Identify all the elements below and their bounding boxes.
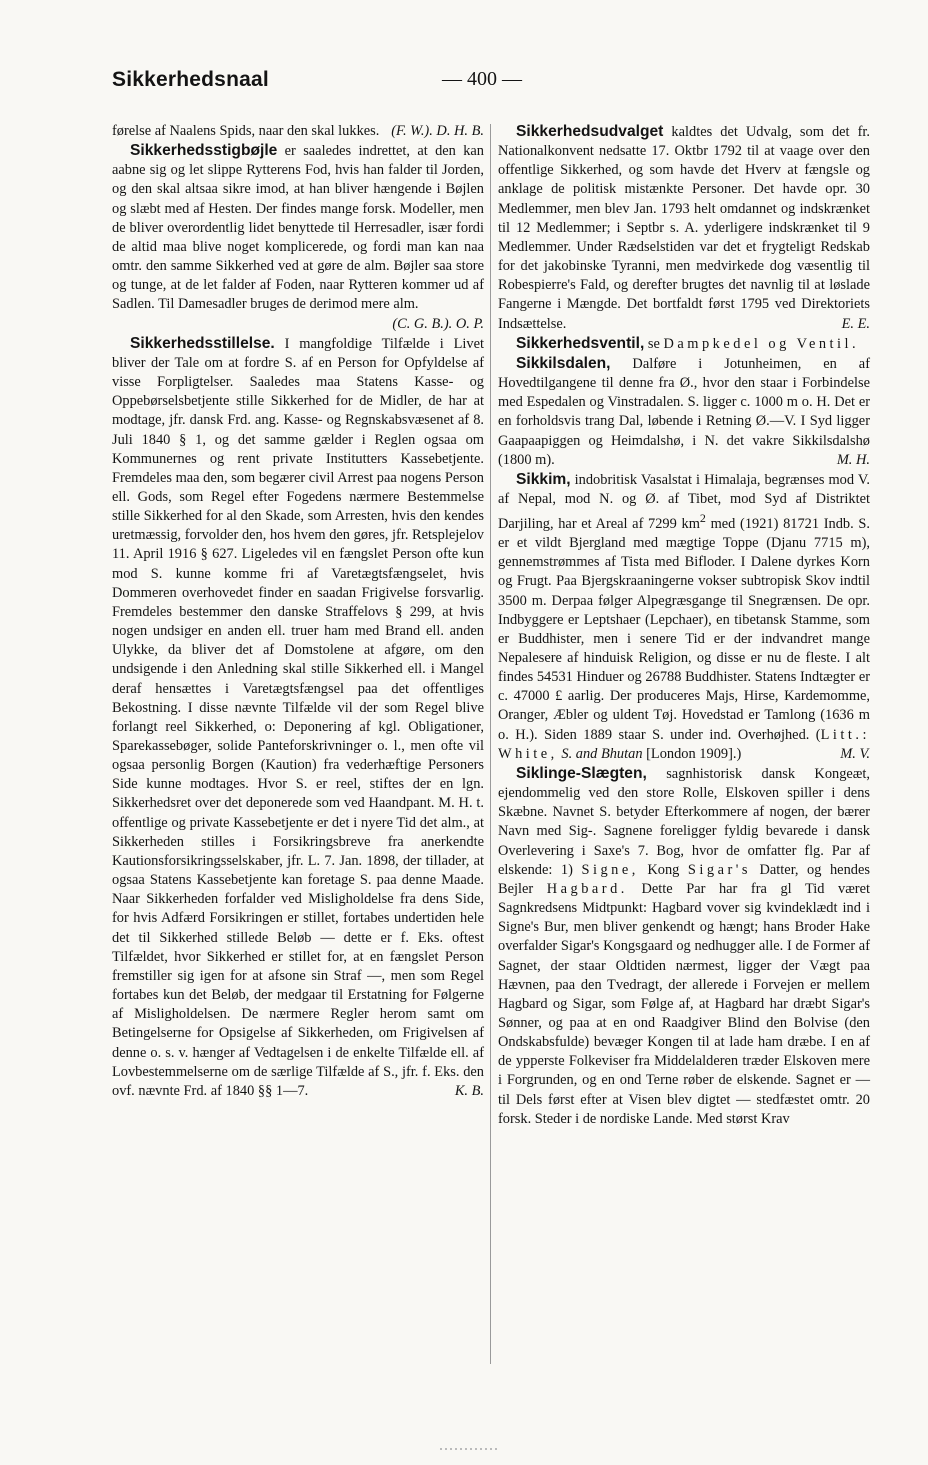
headword: Sikkerhedsstillelse.	[130, 334, 275, 352]
entry-signature: M. H.	[836, 451, 870, 468]
running-head: Sikkerhedsnaal	[112, 68, 269, 91]
literature-author: White,	[498, 745, 558, 762]
scan-artifact	[440, 1448, 500, 1450]
column-divider	[490, 124, 491, 1364]
entry-text: I mangfoldige Tilfælde i Livet bliver der Tale om at fordre S. af en Person for Opfyldelse af visse Forpligtelser. Saaledes maa Statens Kasse- og Oppebørselsbetjente stille Sikkerhed for de Midler, de har at modtage, jfr. dansk Frd. ang. Kasse- og Regnskabsvæsenet af 8. Juli 1840 § 1, og det samme gælder i Reglen ogsaa om Kommunernes og rent private Institutters Kassebetjente. Fremdeles maa den, som begærer civil Arrest paa nogens Person ell. Gods, som Regel efter Fogedens nærmere Bestemmelse stille Sikkerhed for al den Skade, som Arresten, hvis den kendes uretmæssig, forvolder den, hos hvem den gøres, jfr. Retsplejelov 11. April 1916 § 627. Ligeledes vil en fængslet Person ofte kun mod S. kunne komme fri af Varetægtsfængselet, hvis Dommeren overhovedet finder en saadan Frigivelse forsvarlig. Fremdeles bestemmer den danske Straffelovs § 299, at hvis nogen undsiger en anden ell. truer ham med Brand ell. anden Ulykke, da bliver det af Domstolene at afgøre, om den undsigende i den Anledning skal stille Sikkerhed ell. i Mangel deraf hensættes i Varetægtsfængsel paa det offentliges Bekostning. I disse nævnte Tilfælde vil der som Regel blive forlangt reel Sikkerhed, o: Deponering af kgl. Obligationer, Sparekassebøger, solide Panteforskrivninger o. l., men ofte vil ogsaa personlig Borgen (Kaution) fra vederhæftige Personers Side kunne modtages. Hvor S. er reel, stiftes der en lgn. Sikkerhedsret over det deponerede som ved Haandpant. M. H. t. offentlige og private Kassebetjente er det i nyere Tid det alm., at Sikkerheden stilles i Forsikringsbreve fra anerkendte Kautionsforsikringsselskaber, jfr. L. 7. Jan. 1898, der tillader, at ogsaa Statens Kassebetjente kan foretage S. paa denne Maade. Naar Sikkerheden forfalder ved Misligholdelse fra dens Side, for hvis Adfærd Forsikringen er stillet, fortabes undertiden hele det til Sikkerhed stillede Beløb — dette er f. Eks. oftest Tilfældet, hvor Sikkerhed er stillet for, at en fængslet Person fremstiller sig igen for at afsone sin Straf —, men som Regel fortabes kun det Beløb, der medgaar til Erstatning for Følgerne af Misligholdelsen. De nærmere Regler herom samt om Betingelserne for Opsigelse af Sikkerheden, om Frigivelsen af denne o. s. v. hænger af Vedtagelsen i de enkelte Tilfælde ell. af Lovbestemmelserne om de særlige Tilfælde af S., jfr. f. Eks. den ovf. nævnte Frd. af 1840 §§ 1—7.	[112, 335, 484, 1099]
entry-text: er saaledes indrettet, at den kan aabne sig og let slippe Rytterens Fod, hvis han falder til Jorden, og den skal altsaa sikre imod, at han bliver hængende i Bøjlen og slæbt med af Hesten. Der findes mange forsk. Modeller, men de bliver overordentlig lidet benyttede til Herresadler, især fordi de altid maa blive noget komplicerede, og fordi man kan naa omtr. den samme Sikkerhed ved at gøre de alm. Bøjler saa store og tunge, at de let falder af Foden, naar Rytteren kommer ud af Sadlen. Til Damesadler bruges de derimod mere alm.	[112, 143, 484, 313]
entry-siklinge-slaegten	[498, 764, 870, 1129]
continued-entry	[112, 122, 484, 141]
entry-signature: M. V.	[840, 745, 870, 762]
cross-reference: Dampkedel og Ventil.	[663, 335, 860, 352]
entry-sikkerhedsstigbojle	[112, 141, 484, 332]
entry-signature: (F. W.). D. H. B.	[391, 123, 484, 139]
entry-text: kaldtes det Udvalg, som det fr. Nationalkonvent nedsatte 17. Oktbr 1792 til at vaage over den offentlige Sikkerhed, og som havde det Hverv at fængsle og anklage de politisk mistænkte Personer. Det havde opr. 30 Medlemmer, men blev Jan. 1793 helt omdannet og indskrænket til 12 Medlemmer; i Septbr s. A. yderligere indskrænket til 9 Medlemmer. Under Rædselstiden var det et frygteligt Redskab for det jakobinske Tyranni, men medvirkede dog væsentlig til Robespierre's Fald, og derefter brugtes det navnlig til at løslade Fangerne i Mængde. Det bortfaldt først 1795 ved Direktoriets Indsættelse.	[498, 124, 871, 332]
entry-sikkerhedsventil	[498, 334, 870, 354]
continued-text: førelse af Naalens Spids, naar den skal lukkes.	[112, 123, 380, 139]
entry-text: sagnhistorisk dansk Kongeæt, ejendommelig ved den store Rolle, Elskoven spiller i dens Skæbne. Navnet S. betyder Efterkommere af nogen, der bærer Navn med Sig-. Sagnene foreligger fyldig bevarede i dansk Overlevering i Saxe's 7. Bog, hvor de omfatter flg. Par af elskende: 1)	[498, 765, 870, 878]
headword: Sikkim,	[516, 470, 571, 488]
entry-text: Dalføre i Jotunheimen, en af Hovedtilgangene til denne fra Ø., hvor den staar i Forbindelse med Espedalen og Vinstradalen. S. ligger c. 1000 m o. H. Det er en forholdsvis trang Dal, løbende i Retning Ø.—V. I Syd ligger Gaapaapiggen og Heimdalshø, i N. det vakre Sikkilsdalshø (1800 m).	[498, 355, 870, 468]
name-signe: Signe,	[581, 861, 639, 878]
headword: Sikkerhedsudvalget	[516, 123, 664, 140]
see-label: se	[647, 335, 660, 352]
entry-text-cont: med (1921) 81721 Indb. S. er et vildt Bjergland med mægtige Toppe (Djanu 7715 m), gennemstrømmes af Tista med Bifloder. I Dalene dyrkes Korn og Frugt. Paa Bjergskraaningerne vokser subtropisk Skov indtil 3500 m. Derpaa følger Alpegræsgange til Snegrænsen. De opr. Indbyggere er Leptshaer (Lepchaer), en tibetansk Stamme, som er Buddhister, men i senere Tid er der indvandret mange Nepalesere af hinduisk Religion, og disse er nu de fleste. I alt findes 54531 Hinduer og 26788 Buddhister. Statens Indtægter er c. 47000 £ aarlig. Der produceres Majs, Hirse, Kardemomme, Oranger, Æbler og uldent Tøj. Hovedstad er Tamlong (1636 m o. H.). Siden 1889 staar S. under ind. Overhøjhed. (	[498, 515, 870, 743]
entry-signature: K. B.	[454, 1082, 484, 1099]
name-hagbard: Hagbard.	[546, 880, 628, 897]
headword: Sikkerhedsstigbøjle	[130, 142, 278, 160]
entry-text-d: Dette Par har fra gl Tid været Sagnkredsens Midtpunkt: Hagbard vover sig kvindeklædt ind i Signe's Bur, men bliver genkendt og hængt; hans Broder Hake overfalder Sigar's Kongsgaard og nedhugger alle. I de Former af Sagnet, der staar Oldtiden nærmest, ligger der Vægt paa Hævnen, paa den Tvedragt, der allerede i Forvejen er mellem Hagbard og Sigar, som Følge af, at Hagbard har dræbt Sigar's Sønner, og paa at en ond Raadgiver Blind den Bolvise (den Ondskabsfulde) bevæger Kongen til at lade ham dræbe. I en af de ypperste Folkeviser fra Middelalderen træder Elskoven mere i Forgrunden, og en ond Terne røber de elskende. Sagnet er — til Dels først efter at Visen blev digtet — stedfæstet omtr. 20 forsk. Steder i de nordiske Lande. Med størst Krav	[498, 880, 870, 1127]
right-column	[498, 122, 870, 1129]
headword: Sikkilsdalen,	[516, 354, 611, 372]
entry-sikkim	[498, 470, 870, 764]
left-column	[112, 122, 484, 1101]
literature-end: [London 1909].)	[646, 745, 742, 762]
page-number: — 400 —	[442, 68, 522, 90]
page-header	[112, 58, 868, 98]
literature-title: S. and Bhutan	[561, 745, 643, 762]
headword: Siklinge-Slægten,	[516, 764, 647, 782]
headword: Sikkerhedsventil,	[516, 334, 645, 352]
entry-text-c: Datter, og hendes Bejler	[498, 861, 870, 897]
entry-text: indobritisk Vasalstat i Himalaja, begrænses mod V. af Nepal, mod N. og Ø. af Tibet, mod Syd af Distriktet Darjiling, har et Areal af 7299 km	[498, 471, 870, 532]
entry-sikkilsdalen	[498, 354, 870, 470]
name-sigar: Sigar's	[687, 861, 751, 878]
entry-sikkerhedsudvalget	[498, 122, 870, 334]
literature-label: Litt.:	[820, 726, 870, 743]
entry-text-b: Kong	[647, 861, 680, 878]
superscript: 2	[699, 511, 706, 526]
entry-sikkerhedsstillelse	[112, 334, 484, 1101]
entry-signature: (C. G. B.). O. P.	[392, 315, 484, 332]
entry-signature: E. E.	[841, 315, 870, 332]
